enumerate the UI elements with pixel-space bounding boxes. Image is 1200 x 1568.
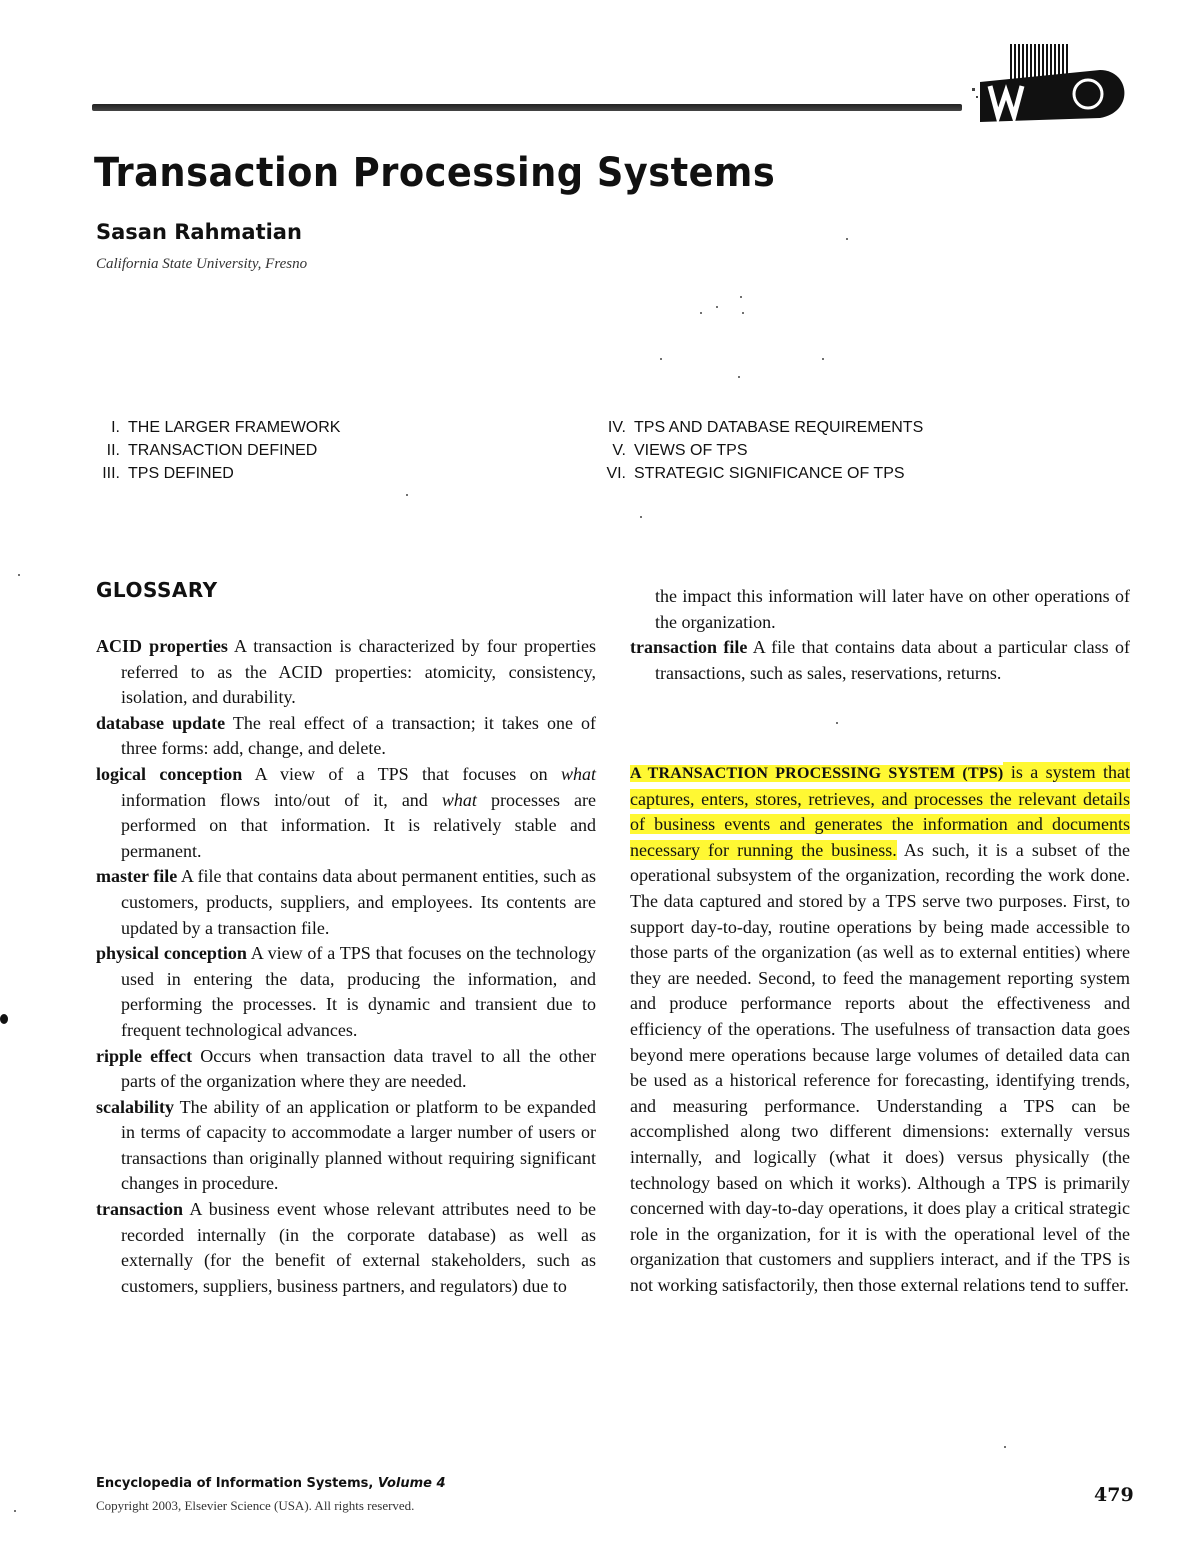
- outline-number: III.: [102, 465, 120, 482]
- outline-item: [90, 439, 340, 462]
- author-affiliation: California State University, Fresno: [96, 256, 308, 272]
- glossary-entry: [96, 1095, 596, 1197]
- speck: [822, 358, 824, 360]
- speck: [836, 722, 838, 724]
- outline-item: [90, 462, 340, 485]
- encyclopedia-logo: [970, 42, 1135, 124]
- journal-name: Encyclopedia of Information Systems,: [96, 1476, 378, 1491]
- scan-mark: [0, 1014, 8, 1024]
- highlighted-lead: A TRANSACTION PROCESSING SYSTEM (TPS): [630, 765, 1004, 782]
- glossary-term: ripple effect: [96, 1045, 193, 1066]
- glossary-entry: [96, 634, 596, 711]
- speck: [716, 306, 718, 308]
- speck: [738, 376, 740, 378]
- speck: [742, 312, 744, 314]
- outline-item: [596, 416, 923, 439]
- journal-citation: [96, 1476, 446, 1491]
- highlighted-text: is a system that captures, enters, stores, retrieves, and processes the relevant details of business events and generates the information and documents necessary for running the business.: [630, 762, 1130, 860]
- intro-paragraph: [630, 760, 1130, 1298]
- glossary-definition: Occurs when transaction data travel to all the other parts of the organization where they are needed.: [121, 1045, 597, 1092]
- author-name: Sasan Rahmatian: [96, 220, 302, 244]
- article-title: Transaction Processing Systems: [94, 150, 776, 196]
- speck: [18, 574, 20, 576]
- outline-label: STRATEGIC SIGNIFICANCE OF TPS: [634, 465, 905, 482]
- outline-number: II.: [106, 442, 120, 459]
- speck: [740, 296, 742, 298]
- outline-number: I.: [111, 419, 120, 436]
- glossary-term: transaction: [96, 1199, 183, 1220]
- speck: [406, 494, 408, 496]
- intro-section: [630, 760, 1130, 1298]
- outline-number: V.: [612, 442, 626, 459]
- glossary-term: scalability: [96, 1096, 175, 1117]
- speck: [640, 516, 642, 518]
- glossary-definition: A file that contains data about permanent entities, such as customers, products, suppliers, and employees. Its contents are updated by a transaction file.: [121, 866, 596, 938]
- outline-number: VI.: [606, 465, 626, 482]
- emphasis: what: [560, 763, 596, 784]
- outline-item: [596, 462, 923, 485]
- glossary-term: transaction file: [630, 637, 748, 658]
- glossary-definition: The ability of an application or platform to be expanded in terms of capacity to accommodate a larger number of users or transactions than originally planned without requiring significant changes in procedure.: [121, 1096, 596, 1194]
- outline-right: [596, 416, 923, 485]
- glossary-definition: information flows into/out of it, and: [121, 789, 442, 810]
- glossary-entry: [96, 864, 596, 941]
- glossary-entry: [630, 635, 1130, 686]
- speck: [1004, 1446, 1006, 1448]
- copyright-notice: Copyright 2003, Elsevier Science (USA). All rights reserved.: [96, 1498, 415, 1513]
- outline-item: [596, 439, 923, 462]
- glossary-definition: A business event whose relevant attributes need to be recorded internally (in the corporate database) as well as externally (for the benefit of external stakeholders, such as customers, suppliers, business partners, and regulators) due to: [121, 1199, 596, 1296]
- glossary-definition: The real effect of a transaction; it takes one of three forms: add, change, and delete.: [121, 712, 596, 759]
- glossary-entry: [96, 711, 596, 762]
- speck: [700, 312, 702, 314]
- glossary-right-column: [630, 584, 1130, 686]
- glossary-term: master file: [96, 866, 178, 887]
- outline-label: TRANSACTION DEFINED: [128, 442, 318, 459]
- glossary-term: logical conception: [96, 763, 243, 784]
- outline-label: TPS DEFINED: [128, 465, 234, 482]
- outline-number: IV.: [607, 419, 626, 436]
- glossary-entry: [96, 1044, 596, 1095]
- page-number: 479: [1094, 1484, 1134, 1506]
- glossary-definition: A view of a TPS that focuses on: [254, 763, 561, 784]
- glossary-definition: A file that contains data about a particular class of transactions, such as sales, reservations, returns.: [655, 637, 1130, 683]
- outline-item: [90, 416, 340, 439]
- speck: [660, 358, 662, 360]
- glossary-term: ACID properties: [96, 636, 228, 656]
- glossary-heading: GLOSSARY: [96, 578, 218, 602]
- outline-label: TPS AND DATABASE REQUIREMENTS: [634, 419, 924, 436]
- emphasis: what: [441, 789, 477, 810]
- glossary-continuation: the impact this information will later have on other operations of the organization.: [655, 586, 1130, 632]
- glossary-entry: [96, 762, 596, 864]
- intro-text: As such, it is a subset of the operational subsystem of the organization, recording the work done. The data captured and stored by a TPS serve two purposes. First, to support day-to-day, routine operations by being made accessible to those parts of the organization (as well as to external entities) where they are needed. Second, to feed the management reporting system and produce performance reports about the effectiveness and efficiency of the operations. The usefulness of transaction data goes beyond mere operations because large volumes of detailed data can be used as a historical reference for forecasting, identifying trends, and measuring performance. Understanding a TPS can be accomplished along two different dimensions: externally versus internally, and logically (what it does) versus physically (the technology based on which it works). Although a TPS is primarily concerned with day-to-day operations, it does play a critical strategic role in the organization, for it is with the operational level of the organization that customers and suppliers interact, and if the TPS is not working satisfactorily, then those external relations tend to suffer.: [630, 839, 1130, 1295]
- glossary-term: physical conception: [96, 943, 247, 964]
- outline-label: VIEWS OF TPS: [634, 442, 748, 459]
- outline-left: [90, 416, 340, 485]
- speck: [846, 238, 848, 240]
- outline-label: THE LARGER FRAMEWORK: [128, 419, 341, 436]
- glossary-term: database update: [96, 712, 226, 733]
- glossary-entry: [96, 941, 596, 1043]
- speck: [14, 1510, 16, 1512]
- glossary-entry: [96, 1197, 596, 1299]
- journal-volume: Volume 4: [377, 1476, 446, 1491]
- glossary-definition: A view of a TPS that focuses on the technology used in entering the data, producing the information, and performing the processes. It is dynamic and transient due to frequent technological advances.: [121, 943, 596, 1040]
- glossary-left-column: [96, 634, 596, 1299]
- header-rule: [92, 104, 962, 111]
- glossary-definition: A transaction is characterized by four properties referred to as the ACID properties: atomicity, consistency, isolation, and durability.: [121, 636, 597, 708]
- glossary-definition: processes are performed on that information. It is relatively stable and permanent.: [121, 789, 596, 861]
